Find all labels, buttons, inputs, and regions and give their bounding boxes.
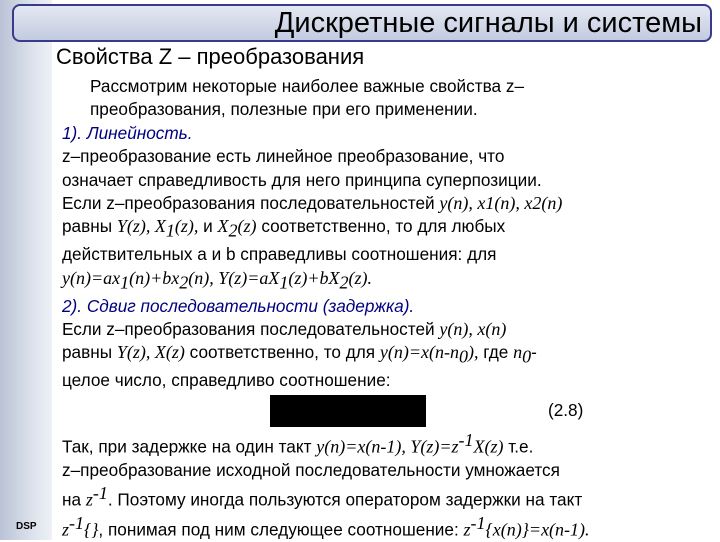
linearity-formula: $y(n)=ax_1(n)+bx_2(n)$, $Y(z)=aX_1(z)+bX_2(z)$.: [62, 267, 373, 293]
body-line: равны Y(z), X(z) соответственно, то для $y(n)=x(n-n_0)$, где $n_0-$: [62, 342, 537, 367]
intro-line-1: Рассмотрим некоторые наиболее важные свойства z–: [90, 76, 525, 96]
body-line: Если z–преобразования последовательностей y(n), x(n): [62, 318, 507, 339]
section-shift: 2). Сдвиг последовательности (задержка).: [62, 295, 415, 316]
body-line: действительных a и b справедливы соотношения: для: [62, 244, 497, 265]
sidebar-decoration: [0, 0, 52, 540]
footer-label: DSP: [16, 521, 37, 532]
equation-number: (2.8): [548, 399, 584, 420]
body-line: на $z^{-1}$. Поэтому иногда пользуются оператором задержки на такт: [62, 483, 583, 510]
body-line: z–преобразование исходной последовательности умножается: [62, 459, 560, 480]
body-line: целое число, справедливо соотношение:: [62, 370, 391, 391]
slide-title: Дискретные сигналы и системы: [274, 7, 702, 39]
body-line: $z^{-1}\{\}$, понимая под ним следующее соотношение: $z^{-1}\{x(n)\}=x(n-1)$.: [62, 513, 590, 541]
section-linearity: 1). Линейность.: [62, 122, 193, 143]
equation-image: [270, 395, 426, 427]
title-bar: [12, 4, 712, 42]
body-line: z–преобразование есть линейное преобразование, что: [62, 146, 505, 167]
equation-row: [62, 393, 714, 429]
body-line: равны Y(z), $X_1(z)$, и $X_2(z)$ соответственно, то для любых: [62, 216, 506, 241]
intro-line-2: преобразования, полезные при его применении.: [90, 99, 478, 120]
body-line: Так, при задержке на один такт y(n)=x(n-1), $Y(z)=z^{-1}X(z)$ т.е.: [62, 429, 534, 457]
body-line: означает справедливость для него принципа суперпозиции.: [62, 169, 542, 190]
section-heading: Свойства Z – преобразования: [56, 44, 365, 69]
slide-body: [62, 75, 714, 542]
body-line: Если z–преобразования последовательностей y(n), x1(n), x2(n): [62, 193, 563, 214]
